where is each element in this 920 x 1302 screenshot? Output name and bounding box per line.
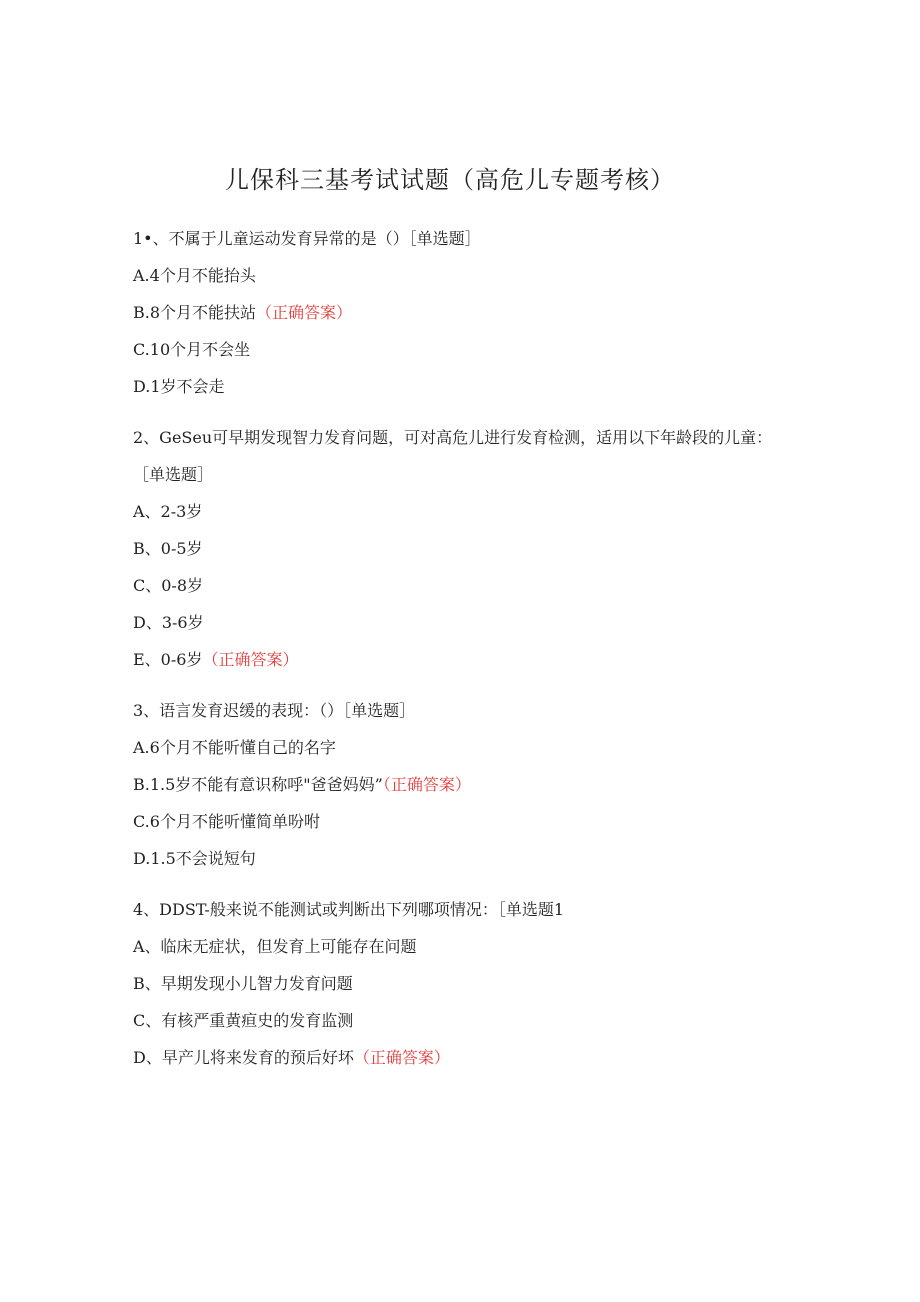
question-stem: 1•、不属于儿童运动发育异常的是（）［单选题］: [133, 229, 481, 248]
option-text: D、早产儿将来发育的预后好坏: [133, 1048, 354, 1067]
option-text: A.4个月不能抬头: [133, 266, 256, 285]
option-text: D.1岁不会走: [133, 377, 225, 396]
option-c: [133, 567, 783, 604]
option-text: B、0-5岁: [133, 539, 203, 558]
option-b: [133, 965, 783, 1002]
option-text: E、0-6岁: [133, 650, 203, 669]
option-a: [133, 928, 783, 965]
option-c: [133, 1002, 783, 1039]
option-text: D.1.5不会说短句: [133, 849, 256, 868]
question-2: [133, 419, 783, 678]
option-b: [133, 530, 783, 567]
option-text: B、早期发现小儿智力发育问题: [133, 974, 353, 993]
option-text: D、3-6岁: [133, 613, 204, 632]
option-d: [133, 840, 783, 877]
option-b: [133, 766, 783, 803]
question-list: [133, 220, 783, 1090]
question-stem: 2、GeSeu可早期发现智力发育问题，可对高危儿进行发育检测，适用以下年龄段的儿童：［单选题］: [133, 428, 773, 484]
question-1: [133, 220, 783, 405]
option-text: C、0-8岁: [133, 576, 204, 595]
option-d: [133, 368, 783, 405]
option-b: [133, 294, 783, 331]
option-e: [133, 641, 783, 678]
correct-answer-mark: （正确答案）: [202, 650, 299, 669]
option-d: [133, 604, 783, 641]
option-text: B.8个月不能扶站: [133, 303, 257, 322]
question-stem: 3、语言发育迟缓的表现：（）［单选题］: [133, 701, 416, 720]
option-d: [133, 1039, 783, 1076]
question-4: [133, 891, 783, 1076]
option-text: C.6个月不能听懂简单吩咐: [133, 812, 320, 831]
option-text: A、2-3岁: [133, 502, 203, 521]
page-title: 儿保科三基考试试题（高危儿专题考核）: [225, 166, 675, 194]
option-c: [133, 803, 783, 840]
option-text: A.6个月不能听懂自己的名字: [133, 738, 336, 757]
correct-answer-mark: （正确答案）: [256, 303, 353, 322]
option-c: [133, 331, 783, 368]
option-text: B.1.5岁不能有意识称呼"爸爸妈妈”: [133, 775, 383, 794]
option-text: C、有核严重黄疸史的发育监测: [133, 1011, 354, 1030]
option-a: [133, 729, 783, 766]
option-text: C.10个月不会坐: [133, 340, 251, 359]
option-a: [133, 257, 783, 294]
question-3: [133, 692, 783, 877]
option-a: [133, 493, 783, 530]
option-text: A、临床无症状，但发育上可能存在问题: [133, 937, 417, 956]
correct-answer-mark: （正确答案）: [382, 775, 471, 794]
correct-answer-mark: （正确答案）: [353, 1048, 450, 1067]
question-stem: 4、DDST-般来说不能测试或判断出下列哪项情况：［单选题1: [133, 900, 564, 919]
